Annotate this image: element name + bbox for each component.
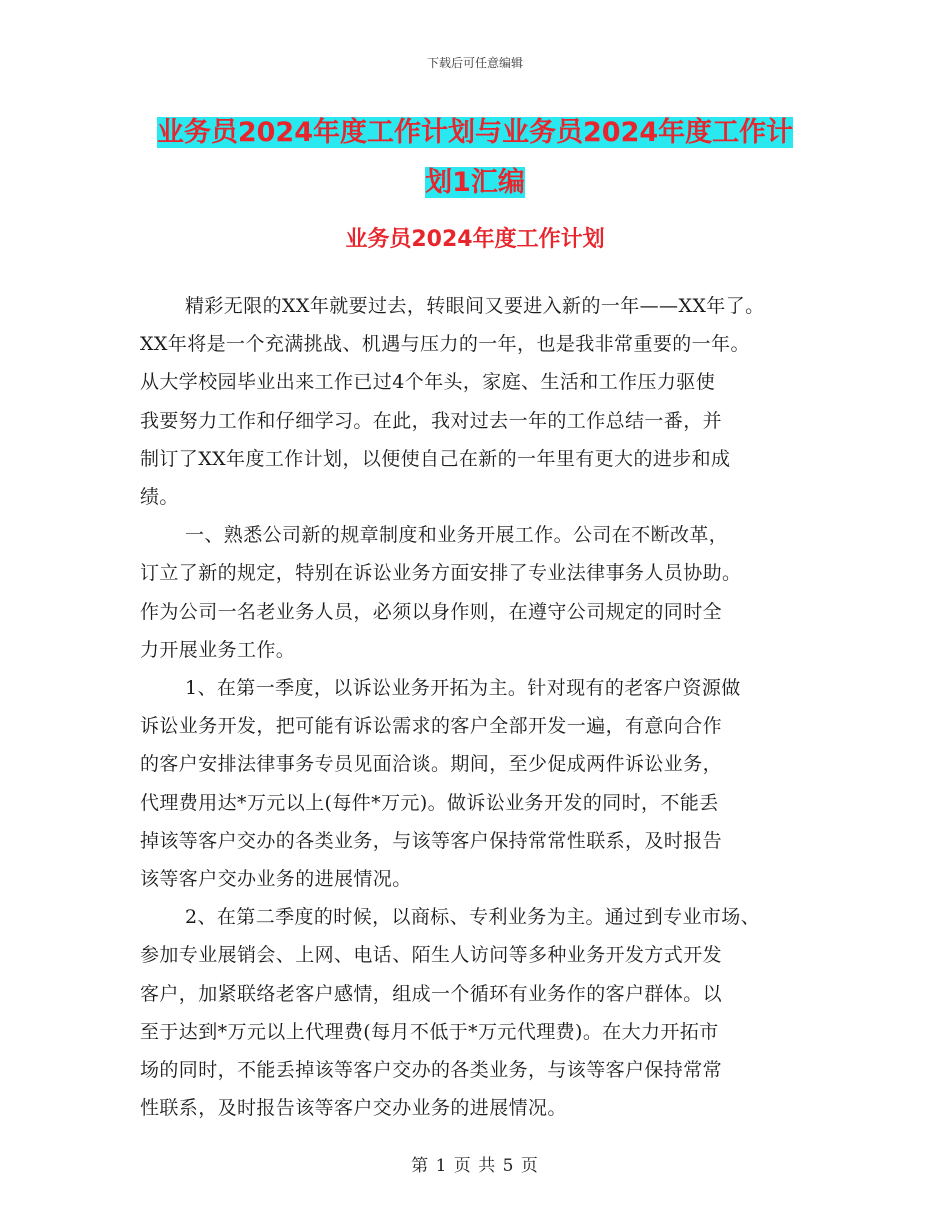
text-line: 一、熟悉公司新的规章制度和业务开展工作。公司在不断改革， (185, 524, 729, 547)
text-line: 绩。 (140, 486, 179, 509)
text-line: 我要努力工作和仔细学习。在此，我对过去一年的工作总结一番，并 (140, 409, 723, 432)
text-line: 性联系，及时报告该等客户交办业务的进展情况。 (140, 1097, 567, 1120)
paragraph-q2 (140, 898, 840, 1127)
page-footer: 第 1 页 共 5 页 (411, 1156, 539, 1176)
section-heading: 业务员2024年度工作计划 (345, 227, 605, 252)
text-line: 2、在第二季度的时候，以商标、专利业务为主。通过到专业市场、 (185, 906, 761, 929)
text-line: 掉该等客户交办的各类业务，与该等客户保持常常性联系，及时报告 (140, 829, 723, 852)
title-line-2: 划1汇编 (425, 167, 525, 198)
text-line: 参加专业展销会、上网、电话、陌生人访问等多种业务开发方式开发 (140, 944, 723, 967)
document-title (130, 108, 820, 208)
paragraph-section-1 (140, 516, 840, 669)
title-line-1: 业务员2024年度工作计划与业务员2024年度工作计 (156, 117, 794, 148)
text-line: 制订了XX年度工作计划，以便使自己在新的一年里有更大的进步和成 (140, 447, 731, 470)
text-line: 诉讼业务开发，把可能有诉讼需求的客户全部开发一遍，有意向合作 (140, 715, 723, 738)
paragraph-intro (140, 287, 840, 516)
document-body (140, 287, 840, 1127)
text-line: 力开展业务工作。 (140, 638, 296, 661)
text-line: 客户，加紧联络老客户感情，组成一个循环有业务作的客户群体。以 (140, 982, 723, 1005)
text-line: 代理费用达*万元以上(每件*万元)。做诉讼业务开发的同时，不能丢 (140, 791, 719, 814)
text-line: 精彩无限的XX年就要过去，转眼间又要进入新的一年——XX年了。 (185, 295, 765, 317)
text-line: 该等客户交办业务的进展情况。 (140, 868, 412, 891)
text-line: 订立了新的规定，特别在诉讼业务方面安排了专业法律事务人员协助。 (140, 562, 742, 585)
text-line: 作为公司一名老业务人员，必须以身作则，在遵守公司规定的同时全 (140, 600, 723, 623)
text-line: 至于达到*万元以上代理费(每月不低于*万元代理费)。在大力开拓市 (140, 1020, 719, 1043)
text-line: 从大学校园毕业出来工作已过4个年头，家庭、生活和工作压力驱使 (140, 371, 716, 394)
header-note: 下载后可任意编辑 (426, 56, 523, 70)
text-line: 的客户安排法律事务专员见面洽谈。期间，至少促成两件诉讼业务， (140, 753, 723, 776)
text-line: 1、在第一季度，以诉讼业务开拓为主。针对现有的老客户资源做 (185, 677, 741, 700)
text-line: XX年将是一个充满挑战、机遇与压力的一年，也是我非常重要的一年。 (140, 333, 750, 356)
text-line: 场的同时，不能丢掉该等客户交办的各类业务，与该等客户保持常常 (140, 1059, 723, 1082)
paragraph-q1 (140, 669, 840, 898)
